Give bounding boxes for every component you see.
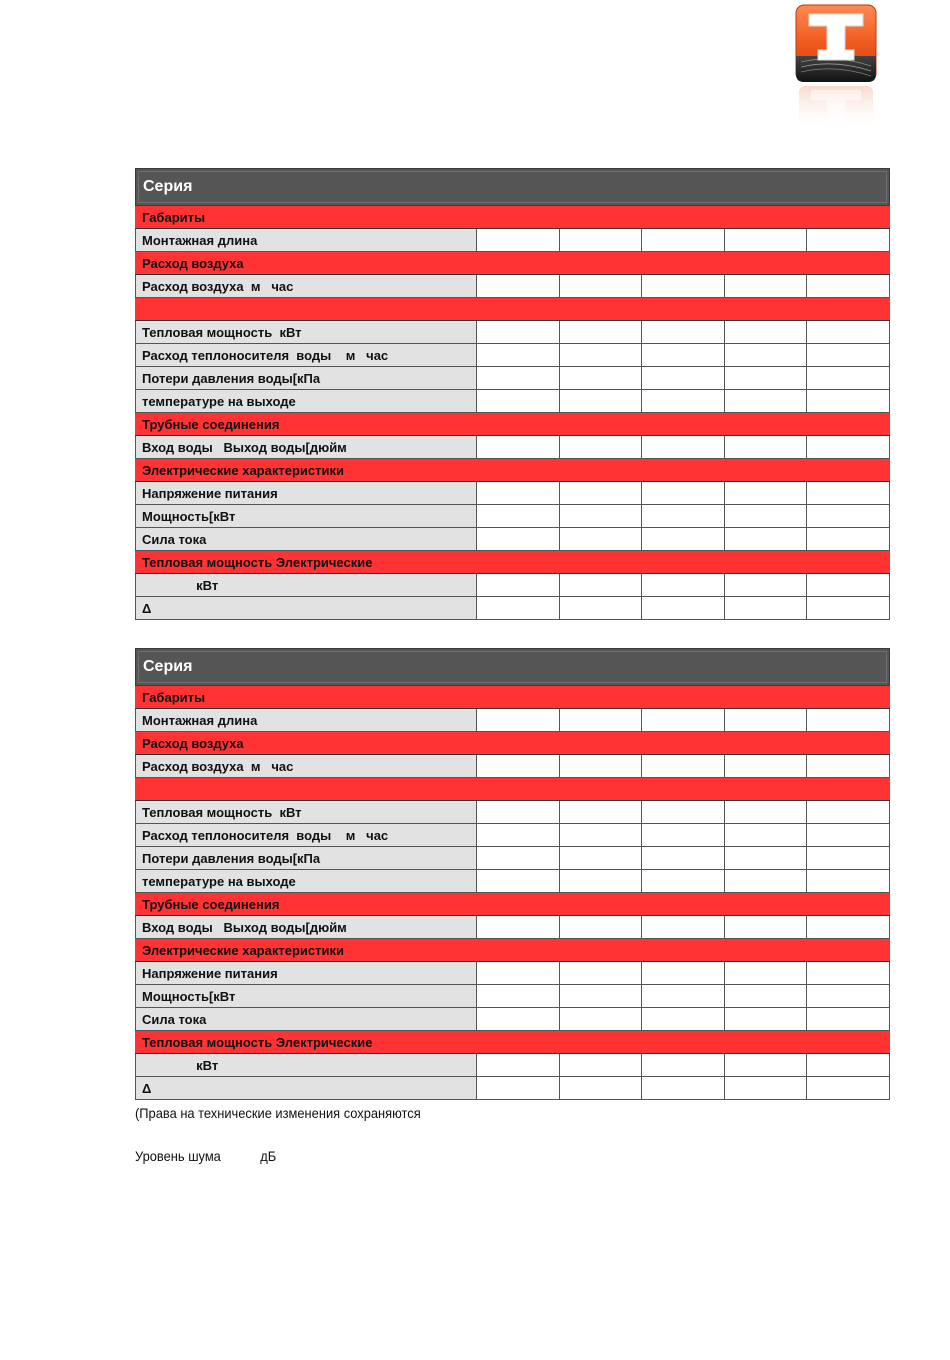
value-cell (807, 962, 890, 985)
table-row (136, 505, 890, 528)
value-cell (559, 505, 642, 528)
value-cell (724, 916, 807, 939)
value-cell (559, 229, 642, 252)
value-cell (807, 482, 890, 505)
value-cell (642, 755, 725, 778)
section-header-row (136, 413, 890, 436)
value-cell (807, 709, 890, 732)
rights-note: (Права на технические изменения сохраняются (135, 1105, 421, 1121)
value-cell (559, 755, 642, 778)
section-label: Трубные соединения (136, 893, 890, 916)
row-label: Напряжение питания (136, 482, 477, 505)
value-cell (559, 574, 642, 597)
table-row (136, 574, 890, 597)
value-cell (807, 801, 890, 824)
section-header-row (136, 686, 890, 709)
section-header-row (136, 206, 890, 229)
value-cell (559, 916, 642, 939)
value-cell (559, 985, 642, 1008)
value-cell (724, 344, 807, 367)
table-row (136, 321, 890, 344)
value-cell (477, 709, 560, 732)
value-cell (642, 344, 725, 367)
row-label: Тепловая мощность кВт (136, 321, 477, 344)
row-label: Сила тока (136, 528, 477, 551)
value-cell (724, 847, 807, 870)
value-cell (807, 505, 890, 528)
table-row (136, 367, 890, 390)
table-row (136, 390, 890, 413)
value-cell (642, 436, 725, 459)
value-cell (559, 367, 642, 390)
brand-logo (795, 4, 877, 134)
value-cell (477, 962, 560, 985)
row-label: Напряжение питания (136, 962, 477, 985)
value-cell (807, 574, 890, 597)
series-header-row (136, 649, 890, 686)
value-cell (477, 870, 560, 893)
value-cell (724, 367, 807, 390)
table-row (136, 709, 890, 732)
row-label: Вход воды Выход воды[дюйм (136, 436, 477, 459)
value-cell (724, 870, 807, 893)
value-cell (477, 755, 560, 778)
value-cell (724, 985, 807, 1008)
value-cell (477, 321, 560, 344)
value-cell (559, 709, 642, 732)
value-cell (559, 847, 642, 870)
table-row (136, 528, 890, 551)
value-cell (724, 321, 807, 344)
section-header-row (136, 551, 890, 574)
value-cell (477, 275, 560, 298)
value-cell (477, 824, 560, 847)
value-cell (477, 801, 560, 824)
section-label: Тепловая мощность Электрические (136, 1031, 890, 1054)
value-cell (807, 436, 890, 459)
value-cell (642, 275, 725, 298)
value-cell (642, 390, 725, 413)
row-label: температуре на выходе (136, 870, 477, 893)
value-cell (724, 528, 807, 551)
table-row (136, 847, 890, 870)
value-cell (724, 755, 807, 778)
value-cell (724, 1077, 807, 1100)
value-cell (724, 229, 807, 252)
value-cell (642, 574, 725, 597)
table-row (136, 801, 890, 824)
spec-table (135, 168, 890, 620)
value-cell (477, 367, 560, 390)
row-label: кВт (136, 1054, 477, 1077)
value-cell (642, 847, 725, 870)
value-cell (559, 1054, 642, 1077)
section-header-row (136, 893, 890, 916)
value-cell (559, 801, 642, 824)
value-cell (642, 1077, 725, 1100)
value-cell (477, 1008, 560, 1031)
value-cell (807, 985, 890, 1008)
row-label: Мощность[кВт (136, 985, 477, 1008)
table-row (136, 1008, 890, 1031)
value-cell (477, 1077, 560, 1100)
row-label: Сила тока (136, 1008, 477, 1031)
value-cell (724, 390, 807, 413)
value-cell (559, 824, 642, 847)
value-cell (807, 344, 890, 367)
section-label: Электрические характеристики (136, 459, 890, 482)
value-cell (559, 344, 642, 367)
value-cell (642, 962, 725, 985)
section-label: Электрические характеристики (136, 939, 890, 962)
row-label: Δ (136, 597, 477, 620)
value-cell (807, 1054, 890, 1077)
section-label (136, 778, 890, 801)
row-label: кВт (136, 574, 477, 597)
section-label: Габариты (136, 686, 890, 709)
value-cell (477, 344, 560, 367)
table-row (136, 916, 890, 939)
value-cell (559, 962, 642, 985)
value-cell (724, 709, 807, 732)
value-cell (477, 985, 560, 1008)
value-cell (724, 574, 807, 597)
section-header-row (136, 459, 890, 482)
series-header-row (136, 169, 890, 206)
series-label: Серия (138, 171, 887, 203)
value-cell (642, 985, 725, 1008)
value-cell (642, 870, 725, 893)
value-cell (724, 1008, 807, 1031)
value-cell (559, 275, 642, 298)
row-label: Расход воздуха м час (136, 275, 477, 298)
value-cell (477, 847, 560, 870)
row-label: Вход воды Выход воды[дюйм (136, 916, 477, 939)
value-cell (477, 229, 560, 252)
section-label: Тепловая мощность Электрические (136, 551, 890, 574)
value-cell (477, 528, 560, 551)
value-cell (642, 916, 725, 939)
row-label: температуре на выходе (136, 390, 477, 413)
row-label: Тепловая мощность кВт (136, 801, 477, 824)
row-label: Расход воздуха м час (136, 755, 477, 778)
value-cell (724, 482, 807, 505)
table-row (136, 1077, 890, 1100)
value-cell (559, 390, 642, 413)
section-header-row (136, 1031, 890, 1054)
value-cell (807, 916, 890, 939)
value-cell (807, 367, 890, 390)
table-row (136, 1054, 890, 1077)
brand-t-logo-icon (795, 4, 877, 134)
row-label: Δ (136, 1077, 477, 1100)
value-cell (724, 436, 807, 459)
row-label: Расход теплоносителя воды м час (136, 344, 477, 367)
value-cell (807, 824, 890, 847)
value-cell (477, 597, 560, 620)
value-cell (477, 482, 560, 505)
table-row (136, 962, 890, 985)
table-row (136, 275, 890, 298)
table-row (136, 755, 890, 778)
value-cell (724, 1054, 807, 1077)
value-cell (807, 390, 890, 413)
value-cell (642, 597, 725, 620)
section-header-row (136, 298, 890, 321)
value-cell (559, 597, 642, 620)
value-cell (724, 505, 807, 528)
value-cell (807, 1077, 890, 1100)
table-row (136, 824, 890, 847)
value-cell (724, 801, 807, 824)
section-label: Расход воздуха (136, 252, 890, 275)
value-cell (477, 916, 560, 939)
value-cell (559, 528, 642, 551)
value-cell (642, 709, 725, 732)
section-header-row (136, 252, 890, 275)
section-label: Трубные соединения (136, 413, 890, 436)
table-row (136, 985, 890, 1008)
table-row (136, 482, 890, 505)
series-label: Серия (138, 651, 887, 683)
row-label: Монтажная длина (136, 709, 477, 732)
value-cell (477, 436, 560, 459)
value-cell (642, 229, 725, 252)
value-cell (724, 597, 807, 620)
value-cell (642, 528, 725, 551)
section-label (136, 298, 890, 321)
value-cell (642, 824, 725, 847)
table-row (136, 597, 890, 620)
value-cell (559, 482, 642, 505)
value-cell (477, 574, 560, 597)
value-cell (559, 870, 642, 893)
value-cell (642, 505, 725, 528)
value-cell (807, 229, 890, 252)
table-row (136, 436, 890, 459)
value-cell (807, 1008, 890, 1031)
value-cell (807, 275, 890, 298)
row-label: Расход теплоносителя воды м час (136, 824, 477, 847)
value-cell (807, 321, 890, 344)
value-cell (559, 436, 642, 459)
spec-table (135, 648, 890, 1100)
row-label: Потери давления воды[кПа (136, 367, 477, 390)
row-label: Потери давления воды[кПа (136, 847, 477, 870)
value-cell (559, 1077, 642, 1100)
section-header-row (136, 939, 890, 962)
value-cell (559, 1008, 642, 1031)
value-cell (807, 870, 890, 893)
table-row (136, 229, 890, 252)
value-cell (642, 801, 725, 824)
value-cell (642, 1008, 725, 1031)
value-cell (477, 1054, 560, 1077)
table-row (136, 344, 890, 367)
section-label: Расход воздуха (136, 732, 890, 755)
row-label: Монтажная длина (136, 229, 477, 252)
value-cell (642, 482, 725, 505)
row-label: Мощность[кВт (136, 505, 477, 528)
value-cell (807, 528, 890, 551)
value-cell (642, 321, 725, 344)
value-cell (477, 390, 560, 413)
noise-level-note: Уровень шума дБ (135, 1148, 277, 1164)
value-cell (642, 1054, 725, 1077)
table-row (136, 870, 890, 893)
value-cell (724, 962, 807, 985)
value-cell (559, 321, 642, 344)
value-cell (807, 847, 890, 870)
value-cell (642, 367, 725, 390)
value-cell (724, 275, 807, 298)
section-header-row (136, 732, 890, 755)
value-cell (807, 597, 890, 620)
value-cell (477, 505, 560, 528)
section-header-row (136, 778, 890, 801)
value-cell (807, 755, 890, 778)
section-label: Габариты (136, 206, 890, 229)
value-cell (724, 824, 807, 847)
